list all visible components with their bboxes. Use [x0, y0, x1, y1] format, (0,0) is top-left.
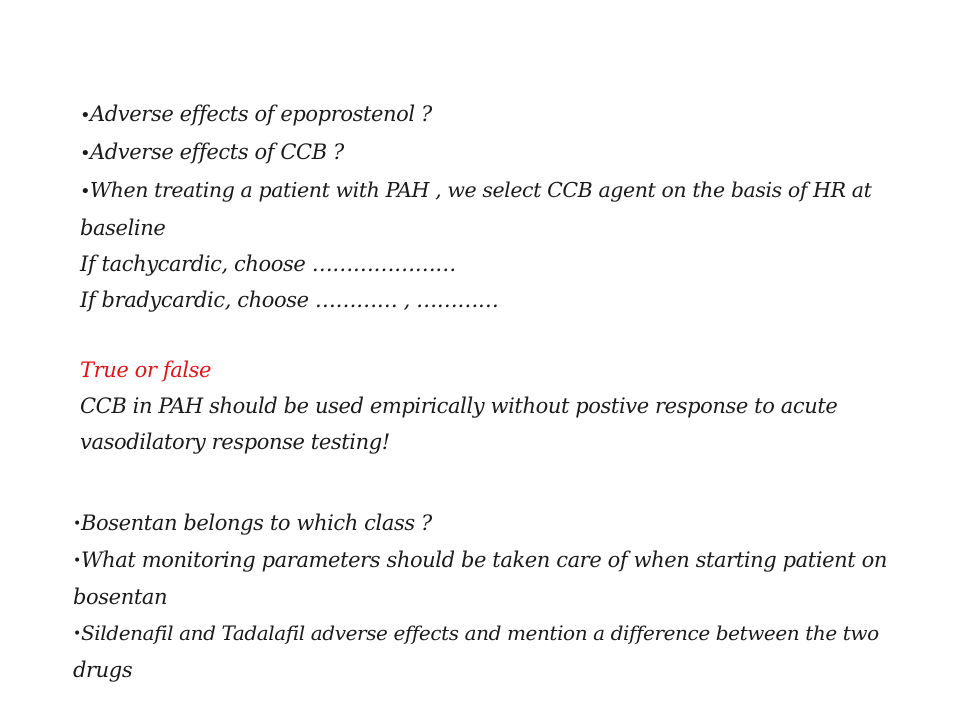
bradycardic-choice: If bradycardic, choose ………… , ………… — [80, 288, 499, 312]
question-ccb-adverse — [80, 134, 880, 172]
bullet-icon: • — [80, 105, 91, 126]
question-bosentan-class — [73, 505, 893, 542]
bullet-icon: • — [80, 181, 91, 202]
question-epoprostenol — [80, 96, 880, 134]
bottom-question-block — [73, 505, 893, 688]
question-text: What monitoring parameters should be taken care of when starting patient on — [81, 548, 887, 572]
bullet-icon: • — [80, 143, 91, 164]
true-false-statement: CCB in PAH should be used empirically without postive response to acute — [80, 394, 838, 418]
question-pde5-adverse — [73, 615, 893, 652]
question-pde5-adverse-cont: drugs — [73, 658, 133, 682]
true-false-statement-cont: vasodilatory response testing! — [80, 430, 390, 454]
bullet-icon: • — [73, 516, 81, 532]
tachycardic-choice: If tachycardic, choose ………………… — [80, 252, 456, 276]
spacer — [80, 318, 880, 352]
question-bosentan-monitoring — [73, 542, 893, 579]
question-text: Bosentan belongs to which class ? — [81, 511, 432, 535]
bullet-icon: • — [73, 553, 81, 569]
question-ccb-selection-cont: baseline — [80, 216, 166, 240]
question-text: Adverse effects of CCB ? — [90, 140, 344, 164]
question-text: Sildenafil and Tadalafil adverse effects and mention a difference between the two — [81, 621, 879, 645]
question-text: Adverse effects of epoprostenol ? — [90, 102, 432, 126]
bullet-icon: • — [73, 626, 81, 642]
question-bosentan-monitoring-cont: bosentan — [73, 585, 168, 609]
question-ccb-selection — [80, 172, 880, 210]
question-text: When treating a patient with PAH , we select CCB agent on the basis of HR at — [90, 178, 872, 202]
true-false-heading: True or false — [80, 358, 212, 382]
top-question-block — [80, 96, 880, 460]
